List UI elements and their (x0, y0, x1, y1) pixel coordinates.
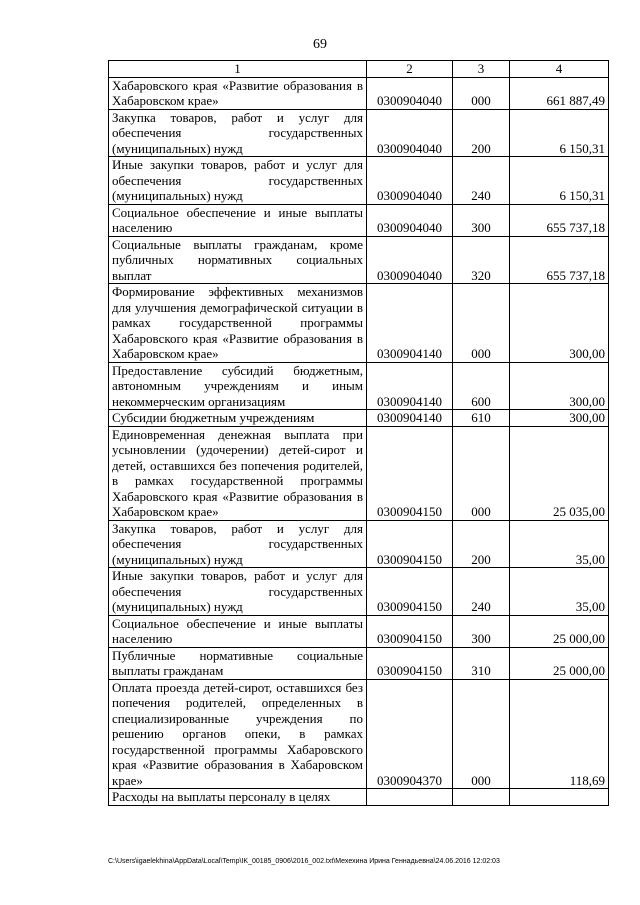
table-row (109, 284, 609, 363)
row-description: Расходы на выплаты персоналу в целях (109, 789, 367, 806)
row-target-code: 0300904140 (367, 284, 453, 363)
row-target-code: 0300904150 (367, 568, 453, 616)
table-row (109, 109, 609, 157)
row-expense-type: 610 (453, 410, 510, 427)
row-amount: 300,00 (510, 284, 609, 363)
table-row (109, 157, 609, 205)
row-expense-type: 200 (453, 520, 510, 568)
row-amount: 6 150,31 (510, 157, 609, 205)
row-target-code: 0300904150 (367, 426, 453, 520)
row-target-code: 0300904040 (367, 204, 453, 236)
row-expense-type: 000 (453, 679, 510, 789)
row-description: Социальное обеспечение и иные выплаты населению (109, 615, 367, 647)
row-amount: 300,00 (510, 362, 609, 410)
row-amount: 25 000,00 (510, 647, 609, 679)
row-amount: 118,69 (510, 679, 609, 789)
row-description: Хабаровского края «Развитие образования в Хабаровском крае» (109, 77, 367, 109)
row-expense-type: 240 (453, 157, 510, 205)
row-expense-type: 200 (453, 109, 510, 157)
header-cell-1: 1 (109, 61, 367, 78)
row-amount: 655 737,18 (510, 204, 609, 236)
table-row (109, 647, 609, 679)
table-row (109, 520, 609, 568)
row-amount (510, 789, 609, 806)
table-row (109, 77, 609, 109)
table-row (109, 410, 609, 427)
row-expense-type: 000 (453, 77, 510, 109)
row-expense-type: 300 (453, 204, 510, 236)
budget-table (108, 60, 609, 806)
table-row (109, 615, 609, 647)
row-target-code: 0300904140 (367, 410, 453, 427)
footer-file-path: C:\Users\igaelekhina\AppData\Local\Temp\IK_00185_0906\2016_002.txt\Мехехина Ирина Геннадьевна\24.06.2016 12:02:03 (108, 858, 500, 865)
row-description: Иные закупки товаров, работ и услуг для обеспечения государственных (муниципальных) нужд (109, 157, 367, 205)
row-target-code: 0300904150 (367, 647, 453, 679)
row-amount: 35,00 (510, 568, 609, 616)
row-expense-type: 240 (453, 568, 510, 616)
row-expense-type (453, 789, 510, 806)
row-description: Социальные выплаты гражданам, кроме публичных нормативных социальных выплат (109, 236, 367, 284)
table-row (109, 362, 609, 410)
header-cell-4: 4 (510, 61, 609, 78)
row-expense-type: 320 (453, 236, 510, 284)
row-target-code: 0300904040 (367, 236, 453, 284)
row-description: Единовременная денежная выплата при усыновлении (удочерении) детей-сирот и детей, оставшихся без попечения родителей, в рамках государственной программы Хабаровского края «Развитие образования в Хабаровском крае» (109, 426, 367, 520)
header-cell-3: 3 (453, 61, 510, 78)
row-amount: 35,00 (510, 520, 609, 568)
row-target-code: 0300904150 (367, 615, 453, 647)
row-amount: 25 000,00 (510, 615, 609, 647)
row-expense-type: 300 (453, 615, 510, 647)
row-amount: 25 035,00 (510, 426, 609, 520)
row-target-code: 0300904140 (367, 362, 453, 410)
header-cell-2: 2 (367, 61, 453, 78)
row-target-code: 0300904040 (367, 157, 453, 205)
row-description: Иные закупки товаров, работ и услуг для обеспечения государственных (муниципальных) нужд (109, 568, 367, 616)
row-amount: 655 737,18 (510, 236, 609, 284)
row-expense-type: 000 (453, 426, 510, 520)
table-row (109, 426, 609, 520)
row-description: Предоставление субсидий бюджетным, автономным учреждениям и иным некоммерческим организациям (109, 362, 367, 410)
table-row (109, 568, 609, 616)
table-row (109, 789, 609, 806)
table-row (109, 236, 609, 284)
row-description: Формирование эффективных механизмов для улучшения демографической ситуации в рамках государственной программы Хабаровского края «Развитие образования в Хабаровском крае» (109, 284, 367, 363)
table-header-row (109, 61, 609, 78)
row-expense-type: 600 (453, 362, 510, 410)
page-number: 69 (313, 37, 327, 52)
row-description: Закупка товаров, работ и услуг для обеспечения государственных (муниципальных) нужд (109, 109, 367, 157)
row-target-code: 0300904040 (367, 77, 453, 109)
row-description: Субсидии бюджетным учреждениям (109, 410, 367, 427)
row-amount: 661 887,49 (510, 77, 609, 109)
row-amount: 6 150,31 (510, 109, 609, 157)
row-expense-type: 000 (453, 284, 510, 363)
row-amount: 300,00 (510, 410, 609, 427)
row-description: Оплата проезда детей-сирот, оставшихся без попечения родителей, определенных в специализированные учреждения по решению органов опеки, в рамках государственной программы Хабаровского края «Развитие образования в Хабаровском крае» (109, 679, 367, 789)
row-target-code: 0300904370 (367, 679, 453, 789)
row-description: Социальное обеспечение и иные выплаты населению (109, 204, 367, 236)
row-description: Закупка товаров, работ и услуг для обеспечения государственных (муниципальных) нужд (109, 520, 367, 568)
table-row (109, 679, 609, 789)
row-target-code (367, 789, 453, 806)
row-target-code: 0300904040 (367, 109, 453, 157)
row-expense-type: 310 (453, 647, 510, 679)
table-row (109, 204, 609, 236)
row-target-code: 0300904150 (367, 520, 453, 568)
row-description: Публичные нормативные социальные выплаты гражданам (109, 647, 367, 679)
